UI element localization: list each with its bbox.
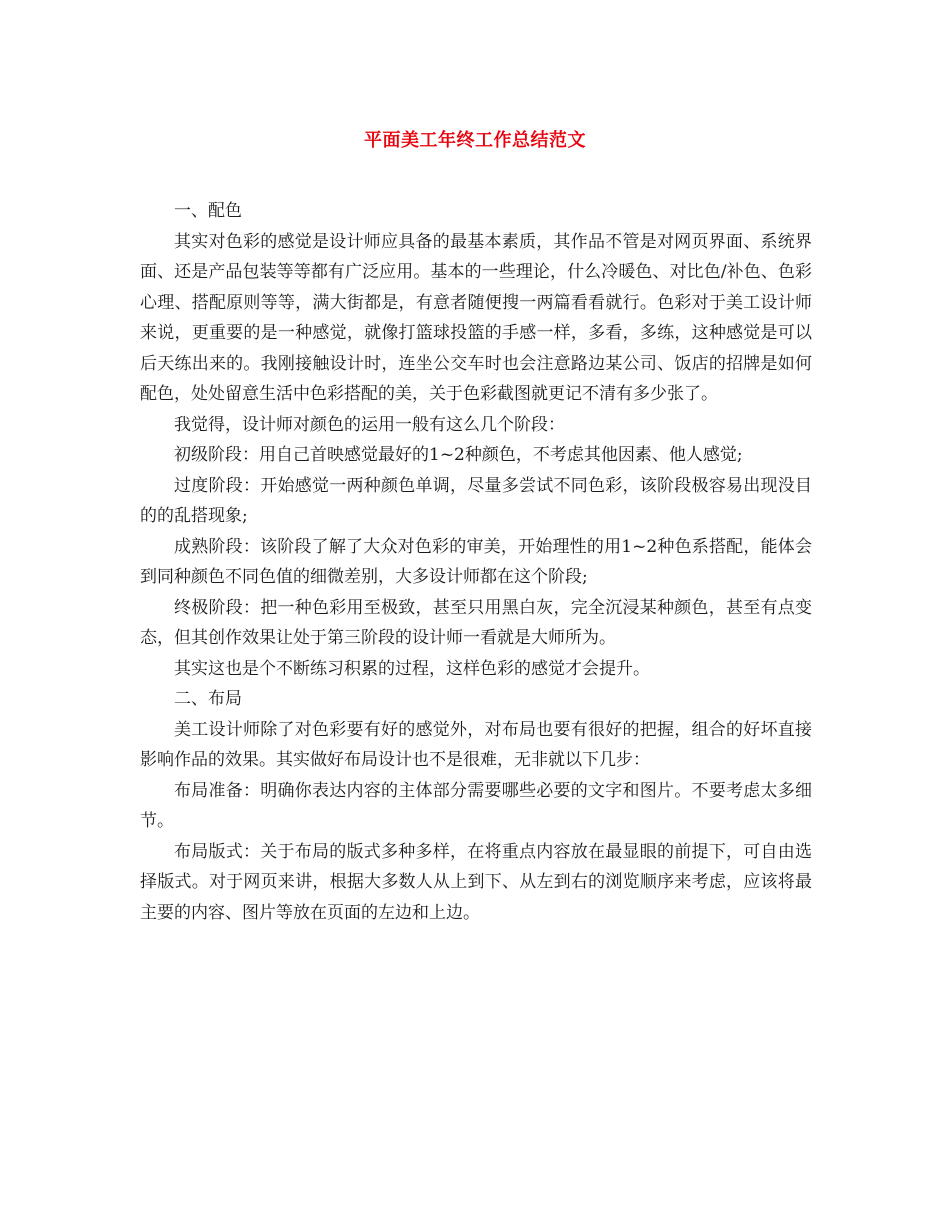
paragraph: 终极阶段：把一种色彩用至极致，甚至只用黑白灰，完全沉浸某种颜色，甚至有点变态，但其创作效果让处于第三阶段的设计师一看就是大师所为。 [140, 597, 812, 648]
section-heading-color: 一、配色 [174, 201, 242, 221]
paragraph: 我觉得，设计师对颜色的运用一般有这么几个阶段： [174, 414, 565, 435]
paragraph: 过度阶段：开始感觉一两种颜色单调，尽量多尝试不同色彩，该阶段极容易出现没目的的乱搭现象; [140, 475, 812, 526]
paragraph: 布局准备：明确你表达内容的主体部分需要哪些必要的文字和图片。不要考虑太多细节。 [140, 780, 812, 831]
section-heading-layout: 二、布局 [174, 689, 242, 709]
paragraph: 成熟阶段：该阶段了解了大众对色彩的审美，开始理性的用1~2种色系搭配，能体会到同种颜色不同色值的细微差别，大多设计师都在这个阶段; [140, 536, 812, 587]
paragraph: 初级阶段：用自己首映感觉最好的1~2种颜色，不考虑其他因素、他人感觉; [174, 445, 743, 465]
document-body [140, 196, 812, 928]
paragraph: 布局版式：关于布局的版式多种多样，在将重点内容放在最显眼的前提下，可自由选择版式。对于网页来讲，根据大多数人从上到下、从左到右的浏览顺序来考虑，应该将最主要的内容、图片等放在页面的左边和上边。 [140, 841, 812, 923]
document-title: 平面美工年终工作总结范文 [364, 130, 586, 151]
paragraph: 美工设计师除了对色彩要有好的感觉外，对布局也要有很好的把握，组合的好坏直接影响作品的效果。其实做好布局设计也不是很难，无非就以下几步： [140, 719, 812, 770]
paragraph: 其实这也是个不断练习积累的过程，这样色彩的感觉才会提升。 [174, 658, 650, 679]
paragraph: 其实对色彩的感觉是设计师应具备的最基本素质，其作品不管是对网页界面、系统界面、还是产品包装等等都有广泛应用。基本的一些理论，什么冷暖色、对比色/补色、色彩心理、搭配原则等等，满大街都是，有意者随便搜一两篇看看就行。色彩对于美工设计师来说，更重要的是一种感觉，就像打篮球投篮的手感一样，多看，多练，这种感觉是可以后天练出来的。我刚接触设计时，连坐公交车时也会注意路边某公司、饭店的招牌是如何配色，处处留意生活中色彩搭配的美，关于色彩截图就更记不清有多少张了。 [140, 231, 812, 404]
